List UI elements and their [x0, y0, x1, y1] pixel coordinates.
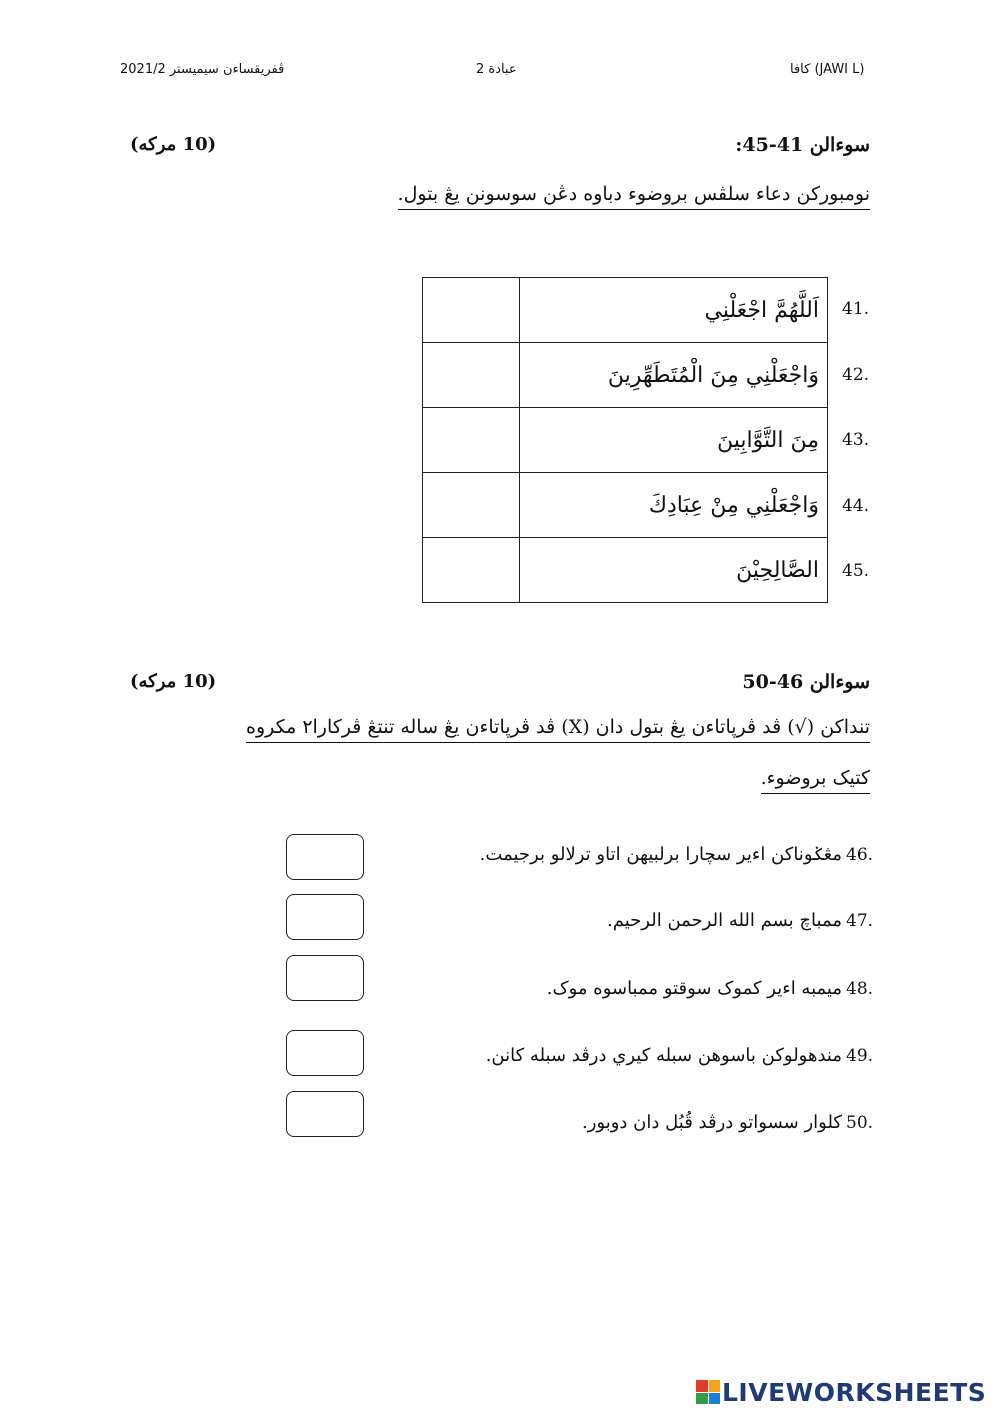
doa-number: 44.: [842, 495, 870, 516]
section1-marks: (10 مركه): [130, 134, 217, 155]
statement-number: 46.: [846, 845, 874, 865]
statement-number: 48.: [846, 979, 874, 999]
doa-answer-cell[interactable]: [423, 343, 520, 408]
section1-instruction-text: نومبوركن دعاء سلڤس بروضوء دباوه دڠن سوسونن يڠ بتول.: [398, 183, 870, 210]
header-semester: 2021/2 ڤفريقساءن سيميستر: [120, 62, 285, 77]
doa-answer-input[interactable]: [423, 407, 523, 473]
statement-number: 50.: [846, 1113, 874, 1133]
logo-text: LIVEWORKSHEETS: [722, 1377, 987, 1407]
doa-answer-input[interactable]: [423, 537, 523, 603]
doa-number: 45.: [842, 561, 870, 581]
doa-number: 43.: [842, 430, 870, 450]
doa-text-cell: وَاجْعَلْنِي مِنَ الْمُتَطَهِّرِينَ: [520, 343, 828, 408]
statement-number: 47.: [846, 911, 874, 931]
doa-row: [423, 278, 828, 343]
section2-title: سوءالن 46-50: [742, 671, 870, 693]
section2-instruction-line1: [246, 716, 870, 738]
doa-row: [423, 408, 828, 473]
statement-text: مندهولوكن باسوهن سبله كيري درڤد سبله كانن.: [485, 1045, 842, 1066]
answer-box[interactable]: [286, 834, 364, 880]
doa-answer-input[interactable]: [423, 472, 523, 538]
liveworksheets-logo: [696, 1378, 986, 1406]
section2-instruction-line2: [761, 767, 870, 789]
doa-answer-cell[interactable]: [423, 473, 520, 538]
doa-answer-cell[interactable]: [423, 408, 520, 473]
doa-answer-input[interactable]: [423, 342, 523, 408]
doa-row: [423, 538, 828, 603]
doa-number: 42.: [842, 364, 870, 385]
section2-instruction-text2: كتيک بروضوء.: [761, 767, 870, 794]
doa-answer-input[interactable]: [423, 277, 523, 343]
doa-text-cell: الصَّالِحِيْنَ: [520, 538, 828, 603]
answer-box[interactable]: [286, 1091, 364, 1137]
doa-text-cell: وَاجْعَلْنِي مِنْ عِبَادِكَ: [520, 473, 828, 538]
statement-text: كلوار سسواتو درڤد قُبُل دان دوبور.: [582, 1112, 842, 1133]
doa-row: [423, 473, 828, 538]
section2-marks: (10 مركه): [130, 671, 217, 692]
section2-instruction-text1: تنداكن (√) ڤد ڤرڽاتاءن يڠ بتول دان (X) ڤد ڤرڽاتاءن يڠ ساله تنتڠ ڤركارا٢ مكروه: [246, 716, 870, 743]
doa-number: 41.: [842, 299, 870, 319]
answer-box[interactable]: [286, 1030, 364, 1076]
statement-text: ممباچ بسم الله الرحمن الرحيم.: [607, 910, 842, 931]
doa-text-cell: اَللَّهُمَّ اجْعَلْنِي: [520, 278, 828, 343]
liveworksheets-logo-icon: [696, 1380, 720, 1404]
section1-instruction: [398, 183, 870, 205]
answer-box[interactable]: [286, 894, 364, 940]
statement-text: مڠݢوناكن اءير سچارا برلبيهن اتاو ترلالو برجيمت.: [479, 844, 842, 865]
statement-number: 49.: [846, 1046, 874, 1066]
doa-text-cell: مِنَ التَّوَّابِينَ: [520, 408, 828, 473]
doa-row: [423, 343, 828, 408]
statement-text: ميمبه اءير كموک سوقتو ممباسوه موک.: [546, 978, 842, 999]
section1-title: سوءالن 41-45:: [735, 134, 870, 156]
answer-box[interactable]: [286, 955, 364, 1001]
doa-answer-cell[interactable]: [423, 538, 520, 603]
header-course: كافا (JAWI L): [790, 62, 865, 77]
header-subject: عبادة 2: [476, 62, 517, 77]
doa-ordering-table: [422, 277, 828, 603]
doa-answer-cell[interactable]: [423, 278, 520, 343]
